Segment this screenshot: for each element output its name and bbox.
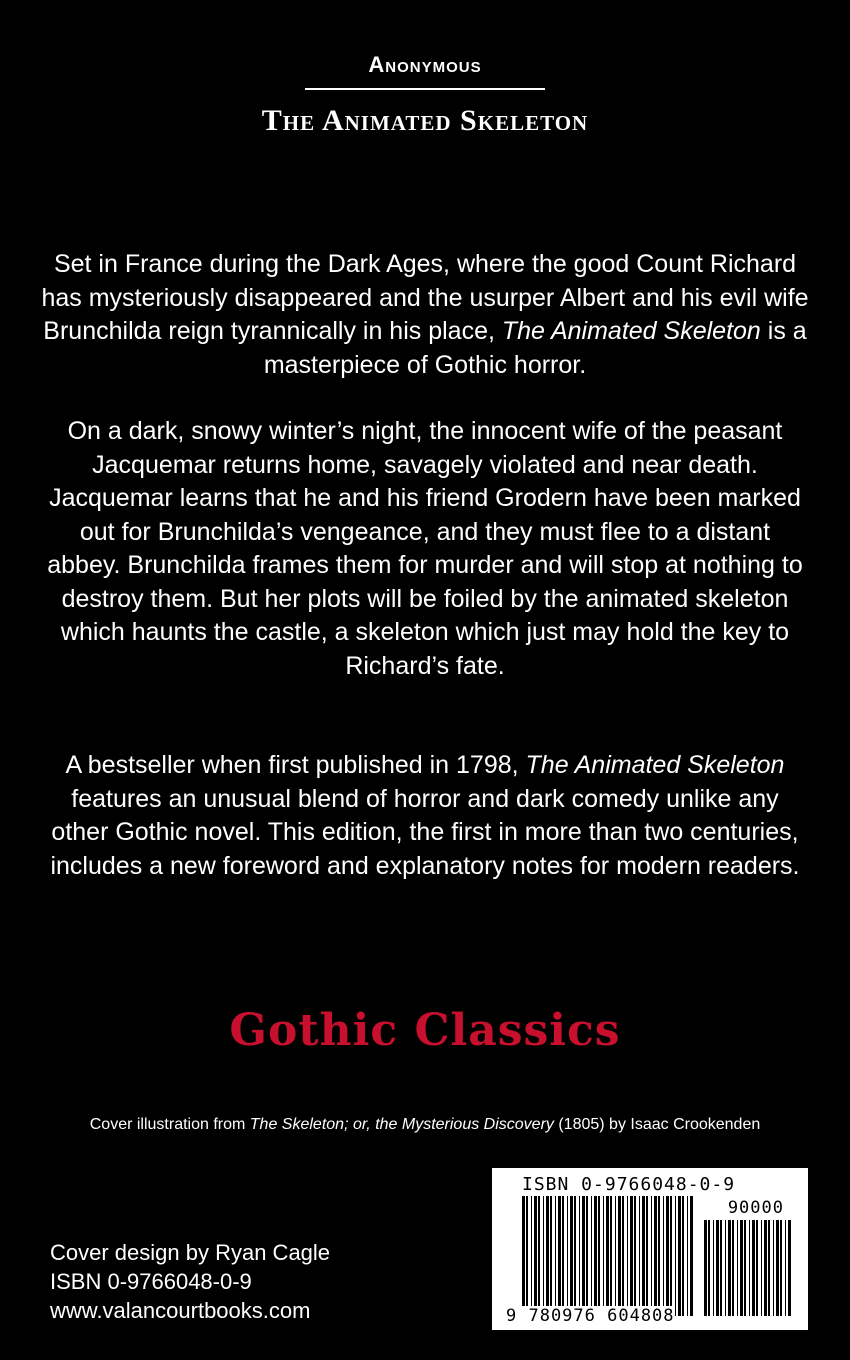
barcode-bar — [622, 1196, 624, 1316]
blurb-p3-text: A bestseller when first published in 1798, — [65, 751, 526, 779]
barcode-bar — [642, 1196, 645, 1316]
barcode-bar — [538, 1196, 540, 1316]
barcode-bar — [610, 1196, 612, 1316]
blurb-paragraph-2: On a dark, snowy winter’s night, the innocent wife of the peasant Jacquemar returns home, savagely violated and near death. Jacquemar learns that he and his friend Grodern have been marked out for Brunchilda’s vengeance, and they must flee to a distant abbey. Brunchilda frames them for murder and will stop at nothing to destroy them. But her plots will be foiled by the animated skeleton which haunts the castle, a skeleton which just may hold the key to Richard’s fate. — [47, 417, 803, 680]
barcode-bar — [618, 1196, 621, 1316]
blurb-paragraph-3 — [40, 749, 810, 883]
credit-source-title: The Skeleton; or, the Mysterious Discovery — [249, 1116, 554, 1133]
barcode-bar — [615, 1196, 616, 1316]
cover-illustration-credit — [0, 1116, 850, 1134]
barcode-bar — [687, 1196, 688, 1316]
barcode-bar — [627, 1196, 628, 1316]
barcode-bar — [749, 1220, 750, 1316]
barcode-bar — [752, 1220, 755, 1316]
barcode-bar — [678, 1196, 681, 1316]
blurb-paragraph-1 — [40, 248, 810, 382]
barcode-bar — [682, 1196, 684, 1316]
barcode-bar — [773, 1220, 774, 1316]
barcode-bar — [562, 1196, 564, 1316]
cover-design-credit: Cover design by Ryan Cagle — [50, 1240, 331, 1265]
barcode-bar — [558, 1196, 561, 1316]
barcode-bar — [785, 1220, 786, 1316]
isbn-text: ISBN 0-9766048-0-9 — [50, 1269, 252, 1294]
barcode-bar — [768, 1220, 770, 1316]
barcode-bar — [761, 1220, 762, 1316]
barcode-bar — [716, 1220, 719, 1316]
barcode-bar — [708, 1220, 710, 1316]
book-title: The Animated Skeleton — [261, 104, 589, 137]
barcode-bar — [594, 1196, 597, 1316]
credit-text-end: (1805) by Isaac Crookenden — [553, 1116, 761, 1133]
barcode-bar — [567, 1196, 568, 1316]
barcode-bar — [720, 1220, 722, 1316]
barcode-bar — [776, 1220, 779, 1316]
barcode-bar — [780, 1220, 782, 1316]
barcode-bar — [586, 1196, 588, 1316]
blurb-p3-title: The Animated Skeleton — [525, 751, 785, 779]
credit-text: Cover illustration from — [89, 1116, 250, 1133]
barcode-bar — [713, 1220, 714, 1316]
barcode-bar — [639, 1196, 640, 1316]
barcode-isbn-label: ISBN 0-9766048-0-9 — [522, 1174, 736, 1195]
barcode-bar — [756, 1220, 758, 1316]
blurb-p3-text-end: features an unusual blend of horror and dark comedy unlike any other Gothic novel. This edition, the first in more than two centuries, includes a new foreword and explanatory notes for modern readers. — [50, 784, 800, 880]
barcode-bar — [666, 1196, 669, 1316]
author-name: Anonymous — [368, 52, 482, 77]
barcode-bar — [651, 1196, 652, 1316]
barcode-bar — [522, 1196, 525, 1316]
barcode-bar — [670, 1196, 672, 1316]
barcode-bar — [646, 1196, 648, 1316]
barcode-ean-number: 9 780976 604808 — [506, 1306, 675, 1326]
barcode-bar — [663, 1196, 664, 1316]
barcode-bar — [526, 1196, 528, 1316]
blurb-p1-text-end: is a masterpiece of Gothic horror. — [263, 317, 807, 379]
barcode-bar — [740, 1220, 743, 1316]
publisher-info — [50, 1238, 330, 1325]
barcode-bar — [550, 1196, 552, 1316]
barcode-bar — [788, 1220, 791, 1316]
barcode-bar — [658, 1196, 660, 1316]
blurb-p1-title: The Animated Skeleton — [501, 317, 761, 345]
barcode-bar — [744, 1220, 746, 1316]
barcode-bar — [634, 1196, 636, 1316]
barcode-bar — [555, 1196, 556, 1316]
publisher-website: www.valancourtbooks.com — [50, 1298, 311, 1323]
series-logo: Gothic Classics — [229, 1005, 621, 1056]
barcode-bar — [534, 1196, 537, 1316]
barcode-bar — [725, 1220, 726, 1316]
barcode-bar — [543, 1196, 544, 1316]
barcode-bar — [732, 1220, 734, 1316]
barcode-bar — [728, 1220, 731, 1316]
barcode-bar — [591, 1196, 592, 1316]
barcode-price-code: 90000 — [727, 1198, 784, 1218]
barcode-bar — [598, 1196, 600, 1316]
barcode-bar — [582, 1196, 585, 1316]
barcode-bar — [603, 1196, 604, 1316]
barcode-bar — [574, 1196, 576, 1316]
barcode-bar — [704, 1220, 707, 1316]
title-divider — [305, 88, 545, 90]
barcode-bar — [630, 1196, 633, 1316]
barcode-bar — [690, 1196, 693, 1316]
barcode-bar — [654, 1196, 657, 1316]
barcode-panel — [492, 1168, 808, 1330]
barcode-bar — [546, 1196, 549, 1316]
barcode-bar — [764, 1220, 767, 1316]
blurb-p1-text: Set in France during the Dark Ages, where the good Count Richard has mysteriously disappeared and the usurper Albert and his evil wife Brunchilda reign tyrannically in his place, — [41, 250, 809, 345]
barcode-bar — [570, 1196, 573, 1316]
barcode-bar — [606, 1196, 609, 1316]
barcode-bar — [579, 1196, 580, 1316]
barcode-bar — [675, 1196, 676, 1316]
barcode-bar — [531, 1196, 532, 1316]
barcode-bar — [737, 1220, 738, 1316]
